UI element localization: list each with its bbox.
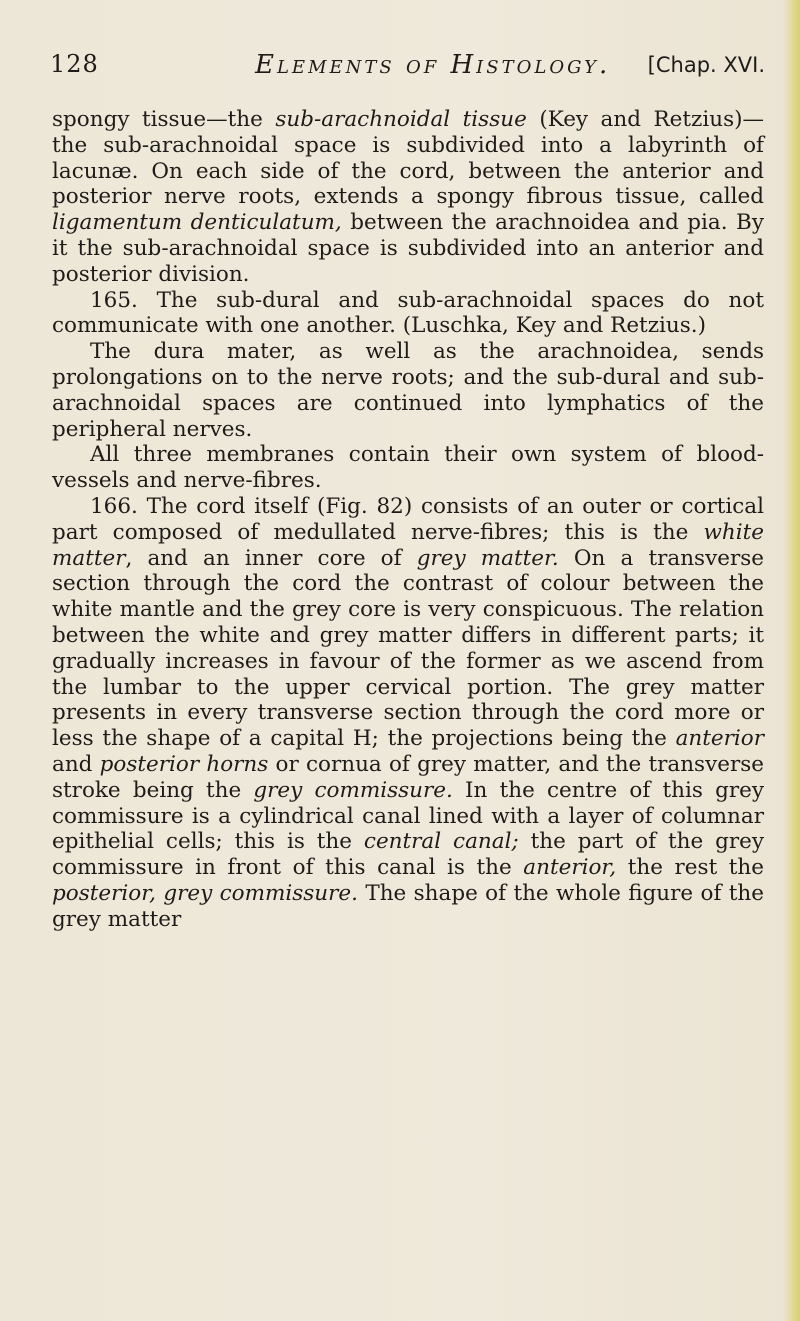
text-run: the part of the grey commissure in front of this canal is the: [52, 829, 765, 881]
text-run: or cornua of grey matter, and the transverse stroke being the: [52, 751, 764, 803]
italic-term: posterior horns: [99, 751, 269, 777]
paragraph: [52, 442, 764, 494]
text-run: the rest the: [616, 855, 764, 881]
paragraph: [52, 339, 764, 442]
running-title: Elements of Histology.: [255, 50, 611, 80]
italic-term: posterior, grey commissure.: [52, 880, 358, 906]
text-run: In the centre of this grey commissure is a cylindrical canal lined with a layer of columnar epithelial cells; this is the: [52, 777, 764, 855]
chapter-reference: [Chap. XVI.: [647, 53, 765, 77]
italic-term: anterior: [675, 726, 764, 752]
text-run: , and an inner core of: [125, 545, 417, 571]
text-run: between the arachnoidea and pia. By it the sub-arachnoidal space is subdivided into an anterior and posterior division.: [52, 210, 764, 287]
text-run: 166. The cord itself (Fig. 82) consists of an outer or cortical part composed of medullated nerve-fibres; this is the: [52, 493, 764, 545]
paragraph: [52, 107, 764, 288]
text-run: The shape of the whole figure of the grey matter: [52, 880, 764, 932]
paragraph: [52, 494, 764, 933]
italic-term: grey commissure.: [253, 777, 453, 803]
paragraph: [52, 288, 764, 340]
text-run: and: [52, 751, 100, 777]
italic-term: central canal;: [363, 829, 519, 855]
italic-term: grey matter.: [416, 545, 559, 571]
italic-term: anterior,: [523, 855, 617, 881]
text-run: All three membranes contain their own system of blood-vessels and nerve-fibres.: [52, 442, 764, 494]
italic-term: white matter: [52, 519, 764, 571]
italic-term: ligamentum denticulatum,: [52, 210, 342, 236]
italic-term: sub-arachnoidal tissue: [275, 107, 527, 132]
text-run: 165. The sub-dural and sub-arachnoidal spaces do not communicate with one another. (Luschka, Key and Retzius.): [52, 287, 764, 339]
page-number: 128: [50, 50, 99, 78]
text-run: The dura mater, as well as the arachnoidea, sends prolongations on to the nerve roots; and the sub-dural and sub-arachnoidal spaces are continued into lymphatics of the peripheral nerves.: [52, 339, 764, 442]
text-run: On a transverse section through the cord the contrast of colour between the white mantle and the grey core is very conspicuous. The relation between the white and grey matter differs in different parts; it gradually increases in favour of the former as we ascend from the lumbar to the upper cervical portion. The grey matter presents in every transverse section through the cord more or less the shape of a capital H; the projections being the: [52, 545, 764, 752]
page-header: [50, 50, 765, 90]
text-run: (Key and Retzius)—the sub-arachnoidal space is subdivided into a labyrinth of lacunæ. On each side of the cord, between the anterior and posterior nerve roots, extends a spongy fibrous tissue, called: [52, 107, 764, 210]
page-edge-shadow: [784, 0, 800, 1321]
text-run: spongy tissue—the: [52, 107, 276, 132]
body-text: [52, 107, 764, 933]
